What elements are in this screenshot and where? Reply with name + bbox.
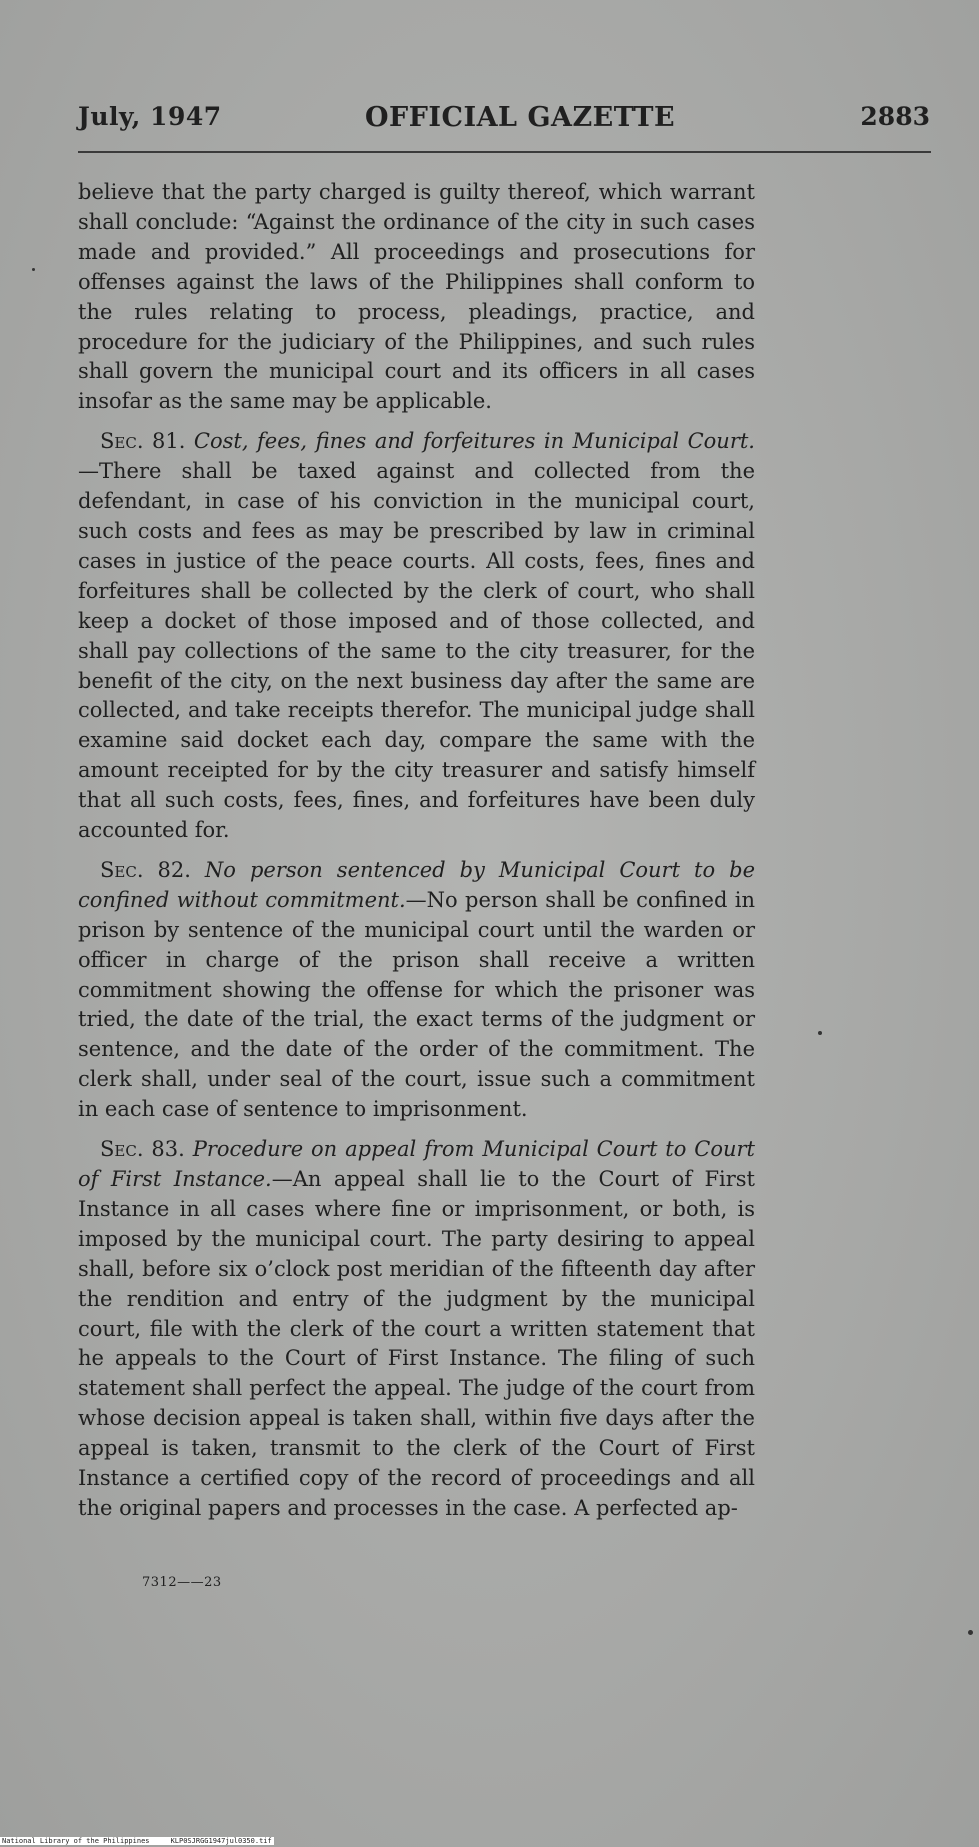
section-label: Sec. 82. bbox=[100, 857, 191, 882]
page-body bbox=[78, 178, 755, 1534]
section-82 bbox=[78, 856, 755, 1125]
section-title: Procedure on appeal from Municipal Court to Court of First Instance. bbox=[78, 1137, 755, 1191]
scan-speck bbox=[32, 268, 35, 271]
header-date: July, 1947 bbox=[78, 102, 222, 131]
header-rule bbox=[78, 151, 931, 153]
page-number: 2883 bbox=[860, 102, 930, 131]
scan-credit-strip: National Library of the Philippines KLP0SJRGG1947jul0350.tif bbox=[2, 1837, 272, 1845]
section-83 bbox=[78, 1135, 755, 1524]
section-text: —There shall be taxed against and collected from the defendant, in case of his conviction in the municipal court, such costs and fees as may be prescribed by law in criminal cases in justice of the peace courts. All costs, fees, fines and forfeitures shall be collected by the clerk of court, who shall keep a docket of those imposed and of those collected, and shall pay collections of the same to the city treasurer, for the benefit of the city, on the next business day after the same are collected, and take receipts therefor. The municipal judge shall examine said docket each day, compare the same with the amount receipted for by the city treasurer and satisfy himself that all such costs, fees, fines, and forfeitures have been duly accounted for. bbox=[78, 459, 755, 843]
section-text: —An appeal shall lie to the Court of First Instance in all cases where fine or imprisonment, or both, is imposed by the municipal court. The party desiring to appeal shall, before six o’clock post meridian of the fifteenth day after the rendition and entry of the judgment by the municipal court, file with the clerk of the court a written statement that he appeals to the Court of First Instance. The filing of such statement shall perfect the appeal. The judge of the court from whose decision appeal is taken shall, within five days after the appeal is taken, transmit to the clerk of the Court of First Instance a certified copy of the record of proceedings and all the original papers and processes in the case. A perfected ap- bbox=[78, 1167, 755, 1520]
printer-signature: 7312——23 bbox=[142, 1575, 222, 1590]
header-publication-title: OFFICIAL GAZETTE bbox=[365, 102, 676, 133]
scan-speck bbox=[818, 1031, 822, 1035]
paragraph-text: believe that the party charged is guilty thereof, which warrant shall conclude: “Against the ordinance of the city in such cases made and provided.” All proceedings and prosecutions for offenses against the laws of the Philippines shall conform to the rules relating to process, pleadings, practice, and procedure for the judiciary of the Philippines, and such rules shall govern the municipal court and its officers in all cases insofar as the same may be applicable. bbox=[78, 180, 755, 414]
section-title: Cost, fees, fines and forfeitures in Municipal Court. bbox=[193, 429, 755, 454]
paragraph-continuation bbox=[78, 178, 755, 417]
section-title: No person sentenced by Municipal Court to be confined without commitment. bbox=[78, 857, 756, 912]
running-header bbox=[78, 102, 930, 142]
section-text: —No person shall be confined in prison by sentence of the municipal court until the warden or officer in charge of the prison shall receive a written commitment showing the offense for which the prisoner was tried, the date of the trial, the exact terms of the judgment or sentence, and the date of the order of the commitment. The clerk shall, under seal of the court, issue such a commitment in each case of sentence to imprisonment. bbox=[78, 887, 755, 1122]
scan-speck bbox=[968, 1630, 973, 1635]
section-81 bbox=[78, 427, 755, 846]
section-label: Sec. 83. bbox=[100, 1137, 185, 1162]
section-label: Sec. 81. bbox=[100, 429, 186, 454]
